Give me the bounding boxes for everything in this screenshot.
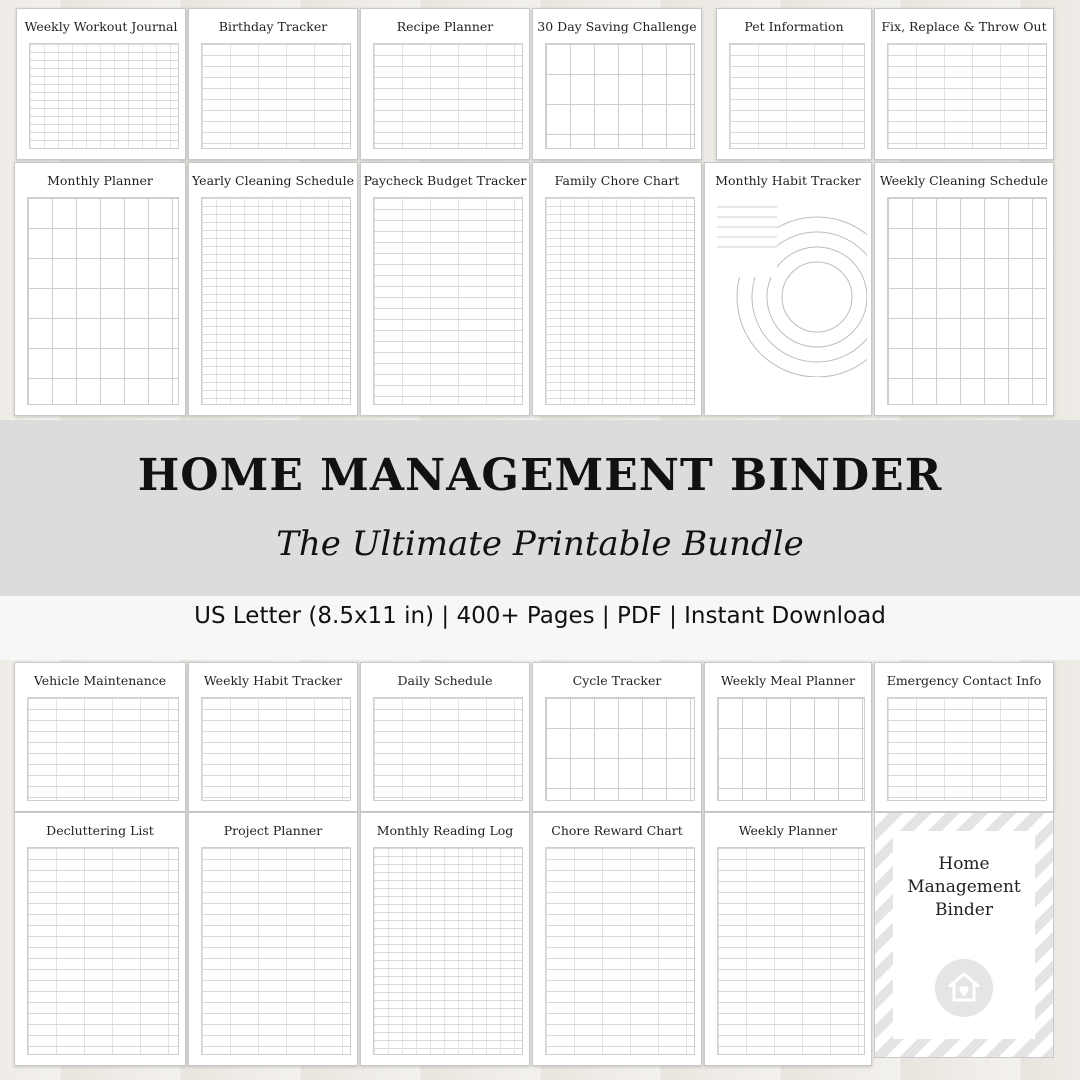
- page-content: [27, 197, 179, 405]
- cover-title: [893, 853, 1035, 922]
- page-chore-reward-chart: [532, 812, 702, 1066]
- cover-page: [874, 812, 1054, 1058]
- page-title: Weekly Cleaning Schedule: [879, 173, 1049, 188]
- page-cycle-tracker: [532, 662, 702, 812]
- page-content: [27, 697, 179, 801]
- page-title: Chore Reward Chart: [551, 823, 683, 838]
- page-title: Yearly Cleaning Schedule: [192, 173, 354, 188]
- page-title: Weekly Habit Tracker: [203, 673, 343, 688]
- page-monthly-planner: [14, 162, 186, 416]
- page-content: [201, 43, 351, 149]
- page-birthday-tracker: [188, 8, 358, 160]
- page-content: [717, 847, 865, 1055]
- page-weekly-habit-tracker: [188, 662, 358, 812]
- page-title: Cycle Tracker: [572, 673, 662, 688]
- cover-title-line-1: Home: [938, 854, 990, 874]
- banner-title: HOME MANAGEMENT BINDER: [137, 450, 943, 501]
- page-content: [373, 43, 523, 149]
- page-content: [717, 697, 865, 801]
- page-weekly-planner: [704, 812, 872, 1066]
- habit-wheel-graphic: [717, 197, 867, 377]
- page-paycheck-budget-tracker: [360, 162, 530, 416]
- page-emergency-contact-info: [874, 662, 1054, 812]
- page-title: Recipe Planner: [396, 19, 494, 34]
- page-title: Monthly Planner: [47, 173, 153, 188]
- page-title: Fix, Replace & Throw Out: [881, 19, 1047, 34]
- page-content: [373, 697, 523, 801]
- page-monthly-habit-tracker: [704, 162, 872, 416]
- page-content: [887, 197, 1047, 405]
- cover-inner: [893, 831, 1035, 1039]
- banner-info: US Letter (8.5x11 in) | 400+ Pages | PDF | Instant Download: [194, 603, 886, 629]
- thumbnail-row-3: [0, 660, 1080, 812]
- cover-title-line-3: Binder: [935, 900, 993, 920]
- page-content: [729, 43, 865, 149]
- page-title: Project Planner: [223, 823, 323, 838]
- page-yearly-cleaning-schedule: [188, 162, 358, 416]
- page-project-planner: [188, 812, 358, 1066]
- thumbnail-row-2: [0, 162, 1080, 420]
- page-title: 30 Day Saving Challenge: [537, 19, 697, 34]
- page-title: Pet Information: [744, 19, 844, 34]
- page-title: Vehicle Maintenance: [33, 673, 167, 688]
- cover-title-line-2: Management: [907, 877, 1021, 897]
- page-weekly-meal-planner: [704, 662, 872, 812]
- page-content: [545, 197, 695, 405]
- page-title: Birthday Tracker: [218, 19, 328, 34]
- page-recipe-planner: [360, 8, 530, 160]
- page-fix-replace-throw-out: [874, 8, 1054, 160]
- page-30-day-saving-challenge: [532, 8, 702, 160]
- page-content: [545, 847, 695, 1055]
- page-daily-schedule: [360, 662, 530, 812]
- page-title: Paycheck Budget Tracker: [363, 173, 527, 188]
- house-heart-icon-svg: [946, 969, 982, 1005]
- page-family-chore-chart: [532, 162, 702, 416]
- page-title: Decluttering List: [46, 823, 154, 838]
- page-content: [887, 697, 1047, 801]
- page-content: [373, 847, 523, 1055]
- page-content: [373, 197, 523, 405]
- page-title: Monthly Habit Tracker: [715, 173, 861, 188]
- page-content: [887, 43, 1047, 149]
- page-weekly-cleaning-schedule: [874, 162, 1054, 416]
- page-title: Family Chore Chart: [554, 173, 680, 188]
- page-title: Daily Schedule: [397, 673, 493, 688]
- page-content: [201, 197, 351, 405]
- page-monthly-reading-log: [360, 812, 530, 1066]
- page-pet-information: [716, 8, 872, 160]
- page-vehicle-maintenance: [14, 662, 186, 812]
- page-content: [717, 197, 865, 405]
- page-content: [545, 697, 695, 801]
- page-content: [27, 847, 179, 1055]
- page-weekly-workout-journal: [16, 8, 186, 160]
- banner-subtitle: The Ultimate Printable Bundle: [276, 524, 804, 564]
- page-title: Weekly Workout Journal: [24, 19, 178, 34]
- page-title: Weekly Planner: [738, 823, 838, 838]
- page-title: Monthly Reading Log: [376, 823, 514, 838]
- page-content: [29, 43, 179, 149]
- page-decluttering-list: [14, 812, 186, 1066]
- page-content: [201, 697, 351, 801]
- page-title: Emergency Contact Info: [886, 673, 1042, 688]
- title-banner: [0, 420, 1080, 660]
- house-heart-icon: [935, 959, 993, 1017]
- page-title: Weekly Meal Planner: [720, 673, 856, 688]
- page-content: [201, 847, 351, 1055]
- page-content: [545, 43, 695, 149]
- thumbnail-row-1: [0, 8, 1080, 160]
